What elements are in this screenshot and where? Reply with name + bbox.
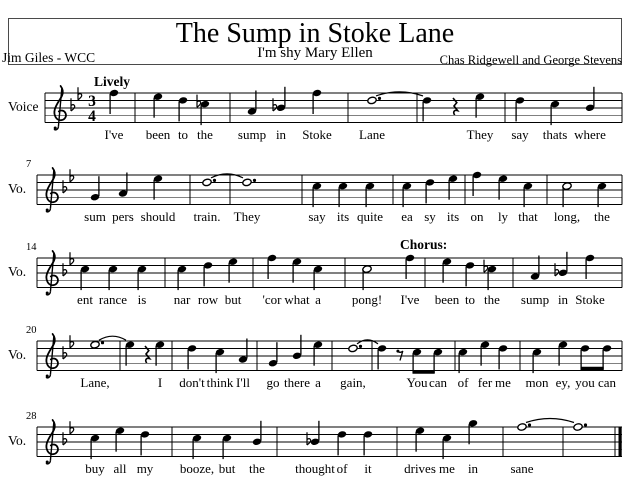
augmentation-dot	[101, 341, 104, 344]
lyric-syllable: been	[434, 292, 460, 307]
lyric-syllable: rance	[98, 292, 128, 307]
final-barline-thick	[619, 427, 622, 457]
staff-system-2	[0, 145, 630, 233]
lyric-syllable: you	[575, 375, 595, 390]
note	[515, 96, 525, 121]
note	[448, 175, 458, 200]
key-flat-icon	[70, 252, 74, 265]
clef-dot	[46, 461, 49, 464]
notehead	[367, 96, 377, 104]
lyric-syllable: mon	[525, 375, 549, 390]
song-title: The Sump in Stoke Lane	[175, 18, 455, 49]
augmentation-dot	[584, 423, 587, 426]
note	[109, 89, 119, 114]
notehead	[202, 178, 212, 186]
lyric-syllable: that	[518, 209, 538, 224]
note	[187, 344, 197, 369]
note	[405, 254, 415, 279]
lyric-syllable: Stoke	[575, 292, 605, 307]
staff-label: Vo.	[8, 433, 27, 448]
staff-system-4	[0, 311, 630, 399]
note	[153, 175, 163, 200]
lyric-syllable: but	[218, 461, 236, 476]
rest-dot	[396, 350, 399, 353]
note	[80, 265, 90, 290]
lyric-syllable: ea	[401, 209, 413, 224]
lyric-syllable: Lane	[359, 127, 385, 142]
staff-label: Vo.	[8, 347, 27, 362]
staff-label: Vo.	[8, 181, 27, 196]
lyric-syllable: buy	[85, 461, 105, 476]
note	[498, 175, 508, 200]
staff-system-5	[0, 397, 630, 485]
key-flat-icon	[78, 87, 82, 100]
note	[90, 341, 104, 349]
lyric-syllable: Lane,	[80, 375, 110, 390]
lyric-syllable: pong!	[351, 292, 383, 307]
time-sig-top: 3	[88, 93, 96, 111]
lyric-syllable: booze,	[179, 461, 215, 476]
note	[153, 93, 163, 118]
note	[597, 182, 607, 207]
note	[228, 258, 238, 283]
lyric-syllable: the	[249, 461, 265, 476]
key-flat-icon	[70, 169, 74, 182]
lyric-syllable: say	[511, 127, 529, 142]
note	[580, 344, 590, 369]
note	[468, 419, 478, 444]
note	[267, 254, 277, 279]
note	[247, 91, 257, 116]
lyric-syllable: I've	[400, 292, 420, 307]
note	[412, 348, 422, 373]
lyric-syllable: to	[177, 127, 189, 142]
note	[197, 95, 210, 126]
lyric-syllable: pers	[112, 209, 134, 224]
lyric-syllable: I'll	[236, 375, 250, 390]
lyric-syllable: in	[557, 292, 569, 307]
note	[338, 182, 348, 207]
lyric-syllable: sump	[237, 127, 267, 142]
lyric-syllable: in	[467, 461, 479, 476]
notehead	[348, 344, 358, 352]
eighth-rest-icon	[396, 350, 402, 361]
lyric-syllable: They	[233, 209, 261, 224]
augmentation-dot	[378, 97, 381, 100]
song-subtitle: I'm shy Mary Ellen	[257, 45, 373, 61]
note	[313, 341, 323, 366]
lyric-syllable: nar	[173, 292, 191, 307]
lyric-syllable: it	[364, 461, 372, 476]
flat-glyph	[484, 260, 488, 273]
lyric-syllable: all	[113, 461, 127, 476]
note	[292, 258, 302, 283]
lyric-syllable: is	[137, 292, 147, 307]
chorus-label: Chorus:	[400, 237, 448, 252]
lyric-syllable: can	[597, 375, 617, 390]
time-sig-bottom: 4	[88, 108, 96, 125]
note	[550, 100, 560, 125]
tie	[357, 340, 378, 344]
lyric-syllable: gain,	[340, 375, 366, 390]
note	[602, 344, 612, 369]
note	[562, 182, 572, 207]
lyric-syllable: there	[284, 375, 310, 390]
lyric-syllable: quite	[357, 209, 383, 224]
lyric-syllable: its	[446, 209, 460, 224]
lyric-syllable: go	[266, 375, 280, 390]
note	[140, 430, 150, 455]
lyric-syllable: my	[136, 461, 154, 476]
clef-dot	[46, 292, 49, 295]
lyric-syllable: I've	[104, 127, 124, 142]
note	[558, 341, 568, 366]
lyric-syllable: thats	[542, 127, 568, 142]
tie	[99, 336, 126, 340]
lyric-syllable: can	[428, 375, 448, 390]
flat-glyph	[70, 169, 74, 182]
lyric-syllable: but	[224, 292, 242, 307]
lyric-syllable: where	[574, 127, 606, 142]
note	[465, 261, 475, 286]
lyric-syllable: to	[464, 292, 476, 307]
flat-glyph	[197, 95, 201, 108]
note	[425, 178, 435, 203]
lyric-syllable: a	[315, 375, 321, 390]
clef-dot	[54, 127, 57, 130]
flat-glyph	[70, 335, 74, 348]
lyric-syllable: 'cor	[262, 292, 282, 307]
measure-number: 28	[26, 411, 37, 422]
note	[252, 421, 262, 446]
note	[480, 341, 490, 366]
note	[238, 339, 248, 364]
lyric-syllable: the	[484, 292, 500, 307]
augmentation-dot	[253, 179, 256, 182]
tie	[211, 174, 243, 178]
note	[475, 93, 485, 118]
note	[178, 96, 188, 121]
lyric-syllable: in	[275, 127, 287, 142]
note	[585, 87, 595, 112]
lyric-syllable: sane	[510, 461, 534, 476]
note	[215, 348, 225, 373]
lyric-syllable: the	[197, 127, 213, 142]
clef-dot	[46, 375, 49, 378]
lyric-syllable: a	[315, 292, 321, 307]
note	[532, 348, 542, 373]
lyric-syllable: say	[308, 209, 326, 224]
tie	[526, 419, 574, 423]
note	[498, 344, 508, 369]
lyric-syllable: thought	[295, 461, 335, 476]
lyric-syllable: Stoke	[302, 127, 332, 142]
lyric-syllable: fer	[477, 375, 493, 390]
note	[484, 260, 497, 291]
note	[192, 434, 202, 459]
lyric-syllable: drives	[404, 461, 436, 476]
lyric-syllable: what	[284, 292, 310, 307]
tie	[376, 92, 423, 96]
accidental-flat-icon	[484, 260, 488, 273]
note	[363, 430, 373, 455]
clef-dot	[46, 209, 49, 212]
note	[402, 182, 412, 207]
lyric-syllable: me	[495, 375, 511, 390]
note	[365, 182, 375, 207]
notehead	[517, 423, 527, 431]
note	[415, 427, 425, 452]
lyric-syllable: row	[197, 292, 219, 307]
augmentation-dot	[213, 179, 216, 182]
note	[312, 89, 322, 114]
note	[108, 265, 118, 290]
augmentation-dot	[359, 345, 362, 348]
lyric-syllable: been	[145, 127, 171, 142]
note	[472, 171, 482, 196]
measure-number: 7	[26, 159, 32, 170]
note	[585, 254, 595, 279]
lyric-syllable: the	[594, 209, 610, 224]
tempo-marking: Lively	[94, 74, 130, 89]
note	[90, 176, 100, 201]
note	[155, 341, 165, 366]
lyric-syllable: long,	[553, 209, 581, 224]
note	[268, 342, 278, 367]
note	[137, 265, 147, 290]
accidental-flat-icon	[197, 95, 201, 108]
note	[125, 341, 135, 366]
lyric-syllable: me	[439, 461, 455, 476]
lyric-syllable: think	[206, 375, 234, 390]
note	[442, 258, 452, 283]
note	[115, 427, 125, 452]
lyric-syllable: You	[406, 375, 428, 390]
lyric-syllable: don't	[179, 375, 205, 390]
lyric-syllable: on	[470, 209, 484, 224]
credit-left: Jim Giles - WCC	[2, 50, 96, 65]
notehead	[242, 178, 252, 186]
notehead	[90, 341, 100, 349]
lyric-syllable: ent	[77, 292, 93, 307]
measure-number: 20	[26, 325, 37, 336]
note	[523, 182, 533, 207]
lyric-syllable: of	[457, 375, 469, 390]
note	[337, 430, 347, 455]
note	[458, 348, 468, 373]
flat-glyph	[78, 87, 82, 100]
key-flat-icon	[70, 335, 74, 348]
note	[177, 265, 187, 290]
note	[362, 265, 372, 290]
note	[530, 256, 540, 281]
lyric-syllable: ly	[497, 209, 509, 224]
lyric-syllable: should	[140, 209, 176, 224]
staff-system-3	[0, 228, 630, 316]
lyric-syllable: sump	[520, 292, 550, 307]
note	[422, 96, 432, 121]
augmentation-dot	[528, 423, 531, 426]
credit-right: Chas Ridgewell and George Stevens	[439, 53, 622, 67]
note	[292, 335, 302, 360]
key-flat-icon	[70, 421, 74, 434]
lyric-syllable: its	[336, 209, 350, 224]
note	[90, 434, 100, 459]
note	[433, 348, 443, 373]
note	[313, 265, 323, 290]
flat-glyph	[70, 421, 74, 434]
staff-label: Vo.	[8, 264, 27, 279]
flat-glyph	[70, 252, 74, 265]
note	[222, 434, 232, 459]
note	[203, 261, 213, 286]
note	[312, 182, 322, 207]
lyric-syllable: sy	[424, 209, 436, 224]
lyric-syllable: I	[157, 375, 163, 390]
measure-number: 14	[26, 242, 37, 253]
note	[377, 344, 387, 369]
lyric-syllable: train.	[193, 209, 221, 224]
lyric-syllable: sum	[84, 209, 106, 224]
staff-label: Voice	[8, 99, 39, 114]
lyric-syllable: They	[466, 127, 494, 142]
note	[442, 434, 452, 459]
lyric-syllable: ey,	[555, 375, 571, 390]
lyric-syllable: of	[336, 461, 348, 476]
notehead	[573, 423, 583, 431]
note	[118, 173, 128, 198]
